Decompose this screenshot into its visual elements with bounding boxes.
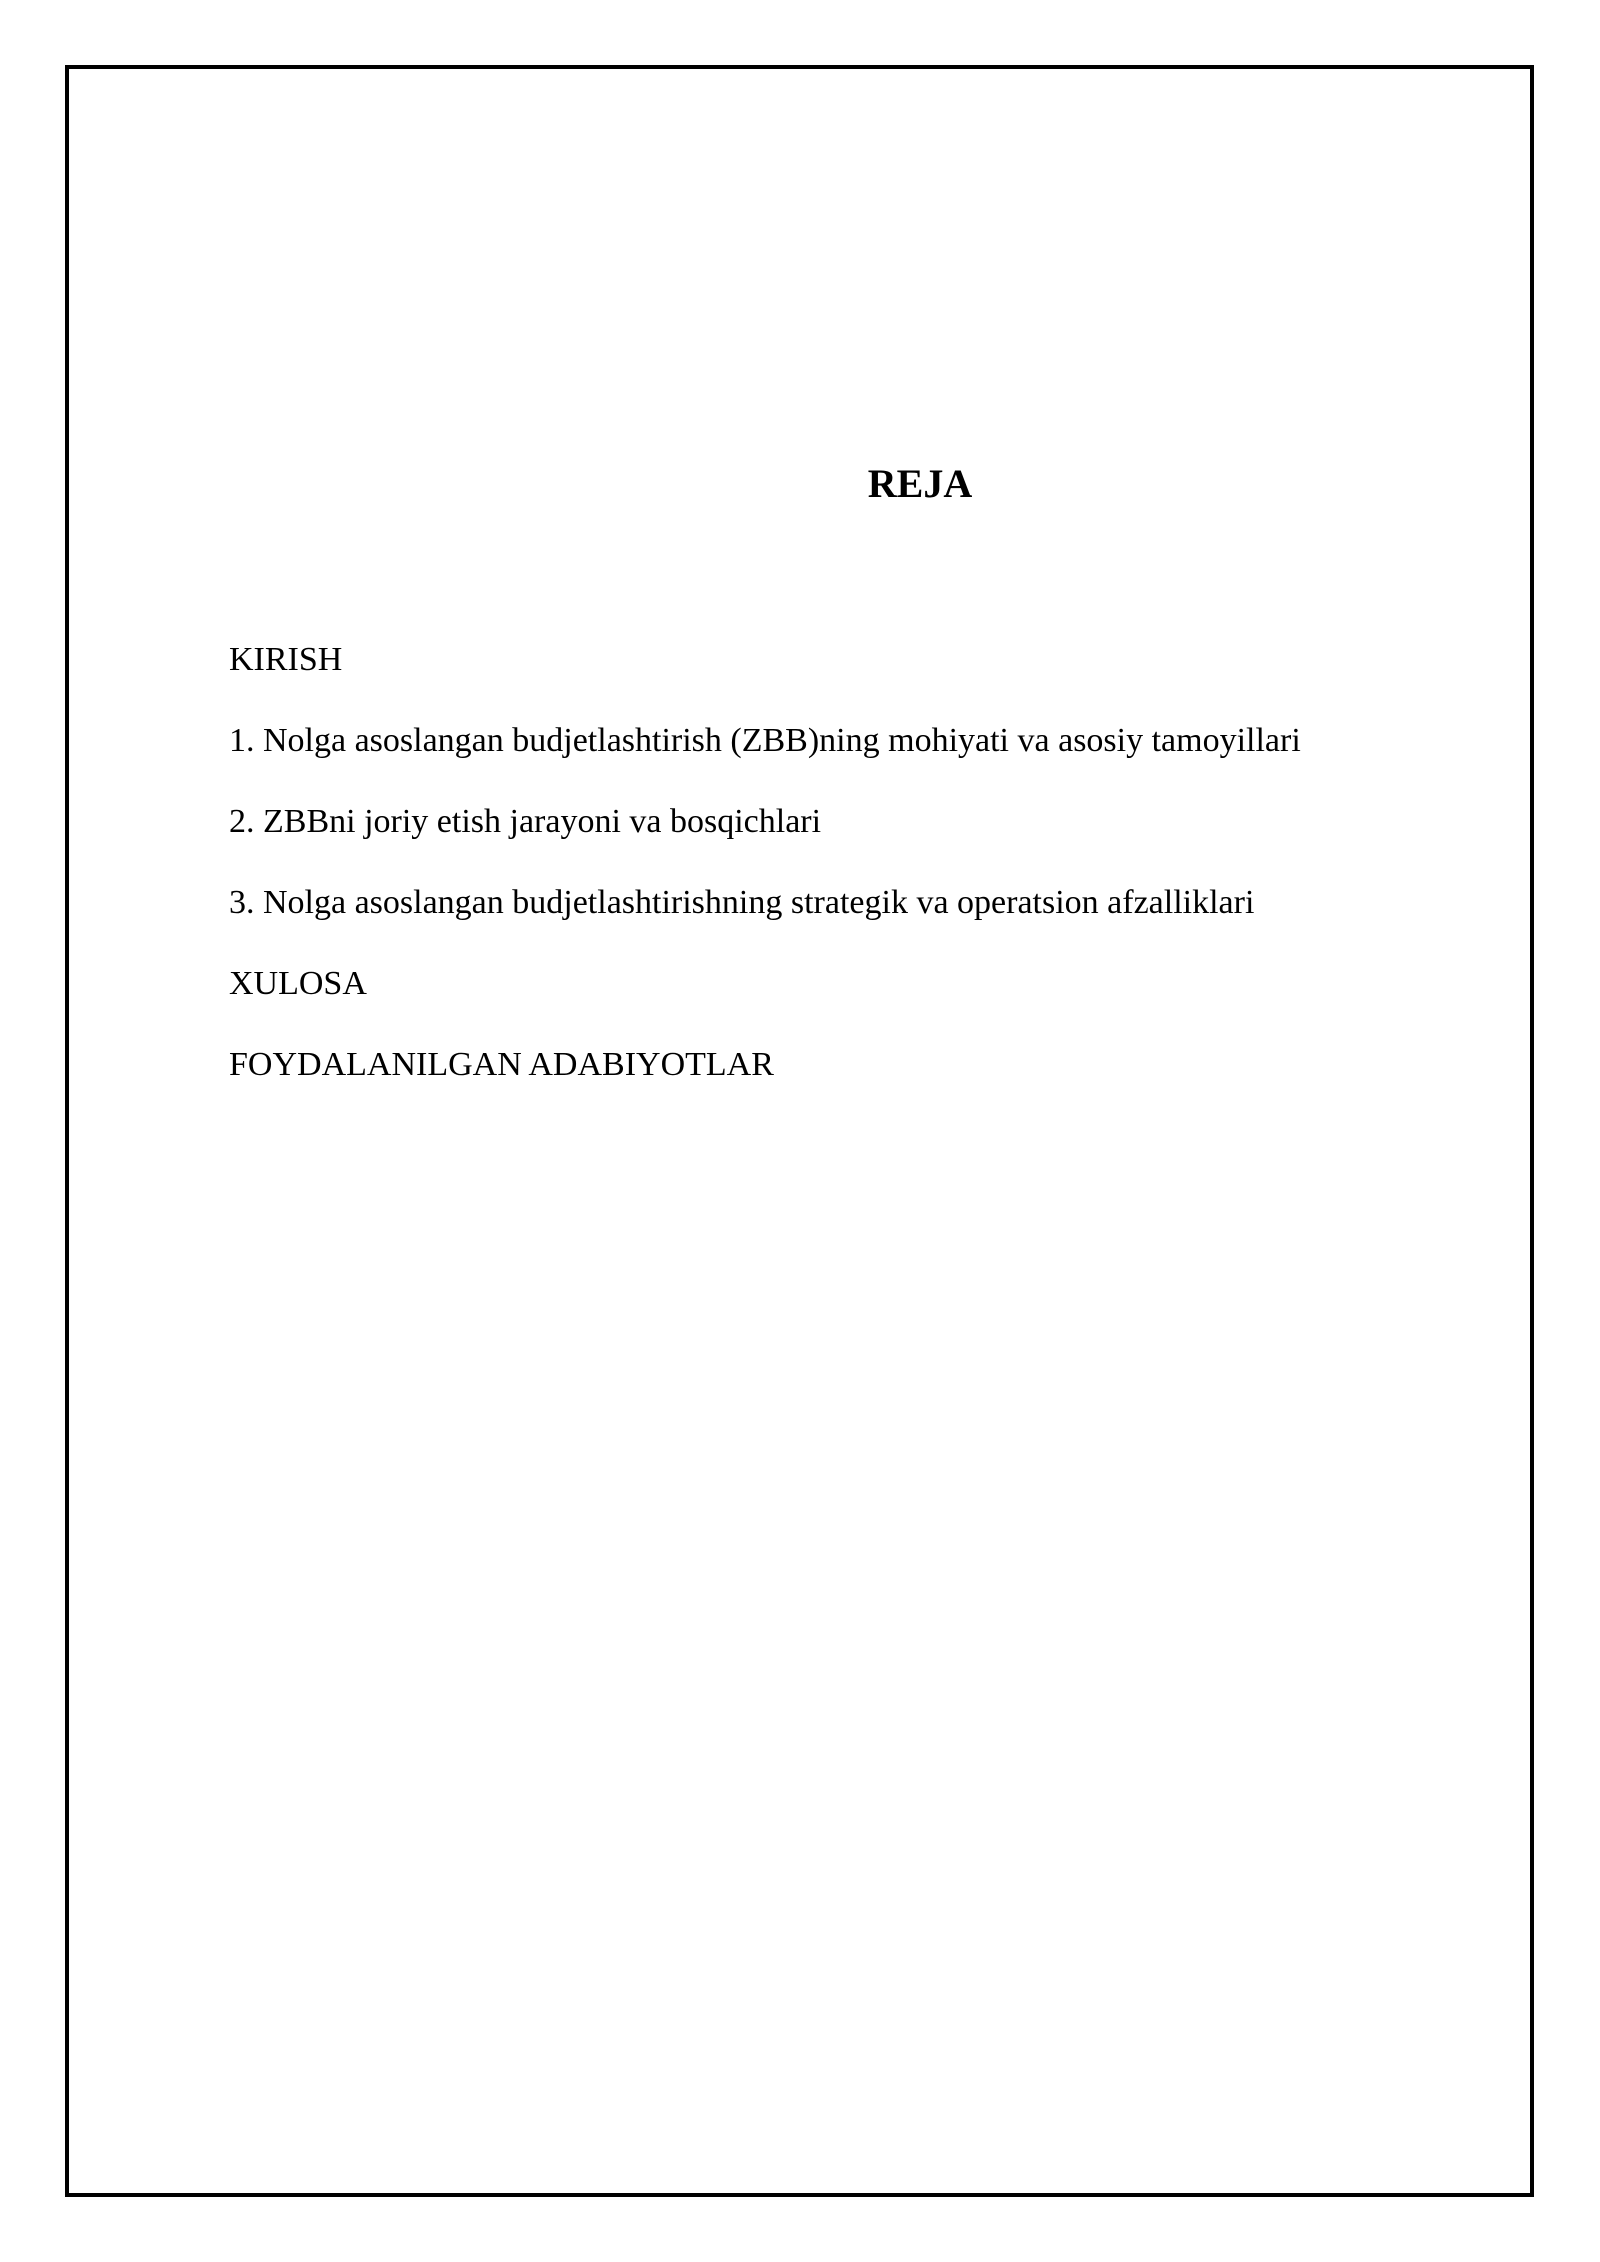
page-title: REJA bbox=[867, 461, 973, 506]
toc-item-conclusion: XULOSA bbox=[229, 965, 367, 1002]
table-of-contents bbox=[229, 640, 1301, 1126]
toc-item-chapter-1: 1. Nolga asoslangan budjetlashtirish (ZBB)ning mohiyati va asosiy tamoyillari bbox=[229, 722, 1301, 759]
toc-item-chapter-3: 3. Nolga asoslangan budjetlashtirishning strategik va operatsion afzalliklari bbox=[229, 884, 1255, 921]
toc-item-chapter-2: 2. ZBBni joriy etish jarayoni va bosqichlari bbox=[229, 803, 822, 840]
toc-item-references: FOYDALANILGAN ADABIYOTLAR bbox=[229, 1046, 774, 1083]
page-border bbox=[65, 65, 1534, 2197]
toc-item-introduction: KIRISH bbox=[229, 641, 343, 678]
